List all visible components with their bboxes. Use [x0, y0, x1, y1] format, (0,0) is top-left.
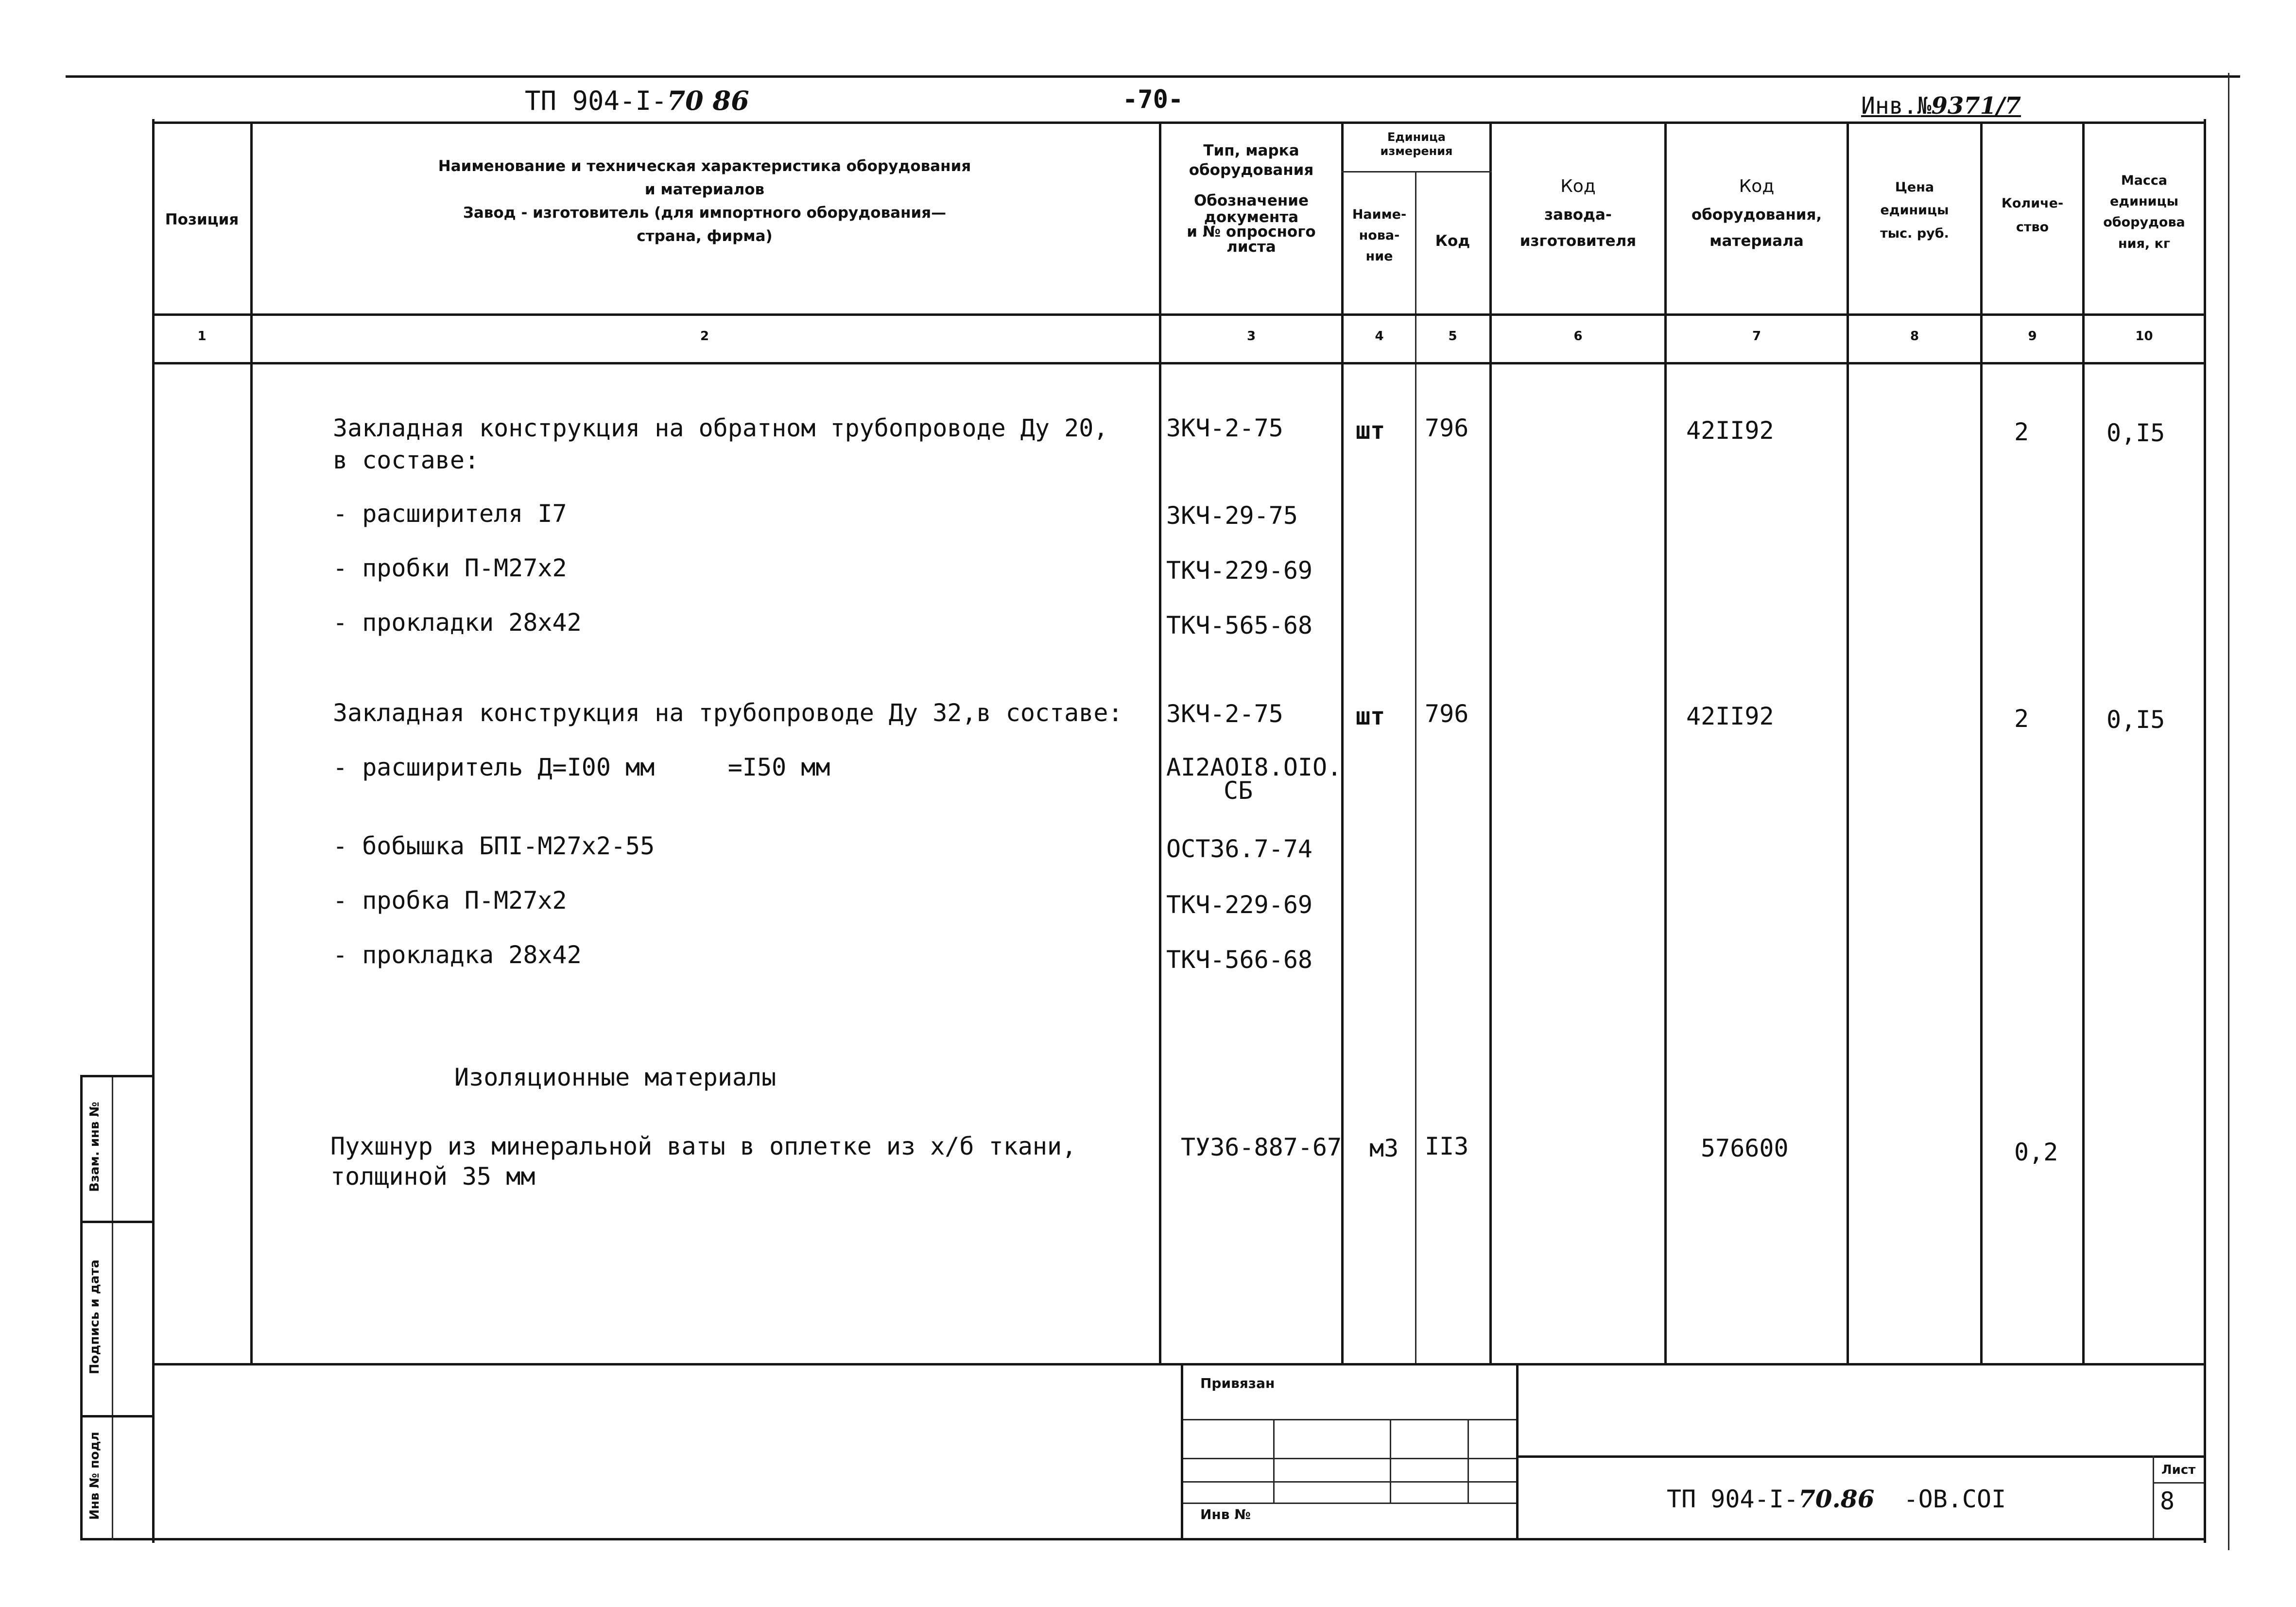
stamp-grid-col-2 — [1390, 1419, 1391, 1504]
row-10-type: ТУ36-887-67 — [1181, 1133, 1342, 1161]
side-stamp-inv-replace: Взам. инв № — [87, 1102, 102, 1192]
stamp-grid-line-1 — [1183, 1419, 1516, 1420]
col-line-9 — [2082, 121, 2085, 1365]
col-number-9: 9 — [2028, 329, 2037, 344]
side-stamp-line-inner — [112, 1076, 113, 1540]
header-position: Позиция — [165, 211, 239, 228]
row-7-name: - бобышка БПI-М27х2-55 — [333, 832, 655, 860]
header-mass: Масса единицы оборудова ния, кг — [2103, 173, 2185, 251]
header-unit-group: Единица измерения — [1380, 130, 1453, 158]
row-1-mass: 0,I5 — [2106, 419, 2165, 447]
unit-group-divider — [1341, 171, 1492, 173]
header-type: Тип, марка оборудования Обозначение документа и № опросного листа — [1187, 142, 1316, 256]
row-8-type: ТКЧ-229-69 — [1166, 891, 1313, 919]
section-heading: Изоляционные материалы — [454, 1063, 777, 1091]
stamp-sheet-number: 8 — [2160, 1487, 2175, 1515]
col-number-1: 1 — [197, 329, 207, 344]
stamp-grid-line-2 — [1183, 1458, 1516, 1459]
row-1-unit: шт — [1356, 416, 1385, 445]
col-number-6: 6 — [1573, 329, 1583, 344]
stamp-grid-line-4 — [1183, 1503, 1516, 1504]
stamp-grid-col-3 — [1467, 1419, 1469, 1504]
side-stamp-inv-orig: Инв № подл — [87, 1432, 102, 1520]
col-line-7 — [1847, 121, 1849, 1365]
row-3-name: - пробки П-М27х2 — [333, 554, 567, 582]
col-number-3: 3 — [1246, 329, 1256, 344]
row-5-quantity: 2 — [2014, 705, 2029, 733]
row-5-name: Закладная конструкция на трубопроводе Ду 32,в составе: — [333, 699, 1123, 727]
row-5-unit: шт — [1356, 702, 1385, 730]
stamp-sheet-divider — [2153, 1455, 2154, 1538]
stamp-doc-code: ТП 904-I-70.86 -ОВ.СОI — [1667, 1485, 2006, 1513]
col-number-8: 8 — [1910, 329, 1919, 344]
page-number: -70- — [1122, 85, 1184, 114]
col-line-3 — [1341, 121, 1344, 1365]
row-8-name: - пробка П-М27х2 — [333, 886, 567, 915]
row-5-type: ЗКЧ-2-75 — [1166, 700, 1283, 728]
row-6-type-line-2: СБ — [1224, 777, 1253, 805]
header-top-line — [153, 121, 2206, 124]
row-7-type: ОСТ36.7-74 — [1166, 835, 1313, 863]
top-border-line — [66, 75, 2240, 78]
row-5-material-code: 42II92 — [1686, 702, 1774, 730]
col-number-10: 10 — [2135, 329, 2153, 344]
row-4-type: ТКЧ-565-68 — [1166, 611, 1313, 639]
col-line-8 — [1980, 121, 1983, 1365]
row-6-name: - расширитель Д=I00 мм =I50 мм — [333, 753, 830, 781]
row-1-material-code: 42II92 — [1686, 416, 1774, 445]
stamp-divider-line — [1516, 1363, 1519, 1540]
row-6-type-line-1: AI2AOI8.OIO. — [1166, 753, 1342, 781]
inventory-number: Инв.№9371/7 — [1861, 92, 2021, 120]
col-line-1 — [250, 121, 253, 1365]
row-4-name: - прокладки 28х42 — [333, 608, 582, 637]
stamp-grid-col-1 — [1273, 1419, 1275, 1504]
stamp-sheet-label: Лист — [2161, 1463, 2196, 1477]
row-10-unit: м3 — [1369, 1134, 1399, 1162]
row-3-type: ТКЧ-229-69 — [1166, 556, 1313, 585]
stamp-grid-line-3 — [1183, 1481, 1516, 1483]
header-unit-code: Код — [1435, 232, 1470, 250]
row-1-name-line-1: Закладная конструкция на обратном трубопроводе Ду 20, — [333, 414, 1108, 442]
col-number-7: 7 — [1752, 329, 1761, 344]
page-header-doc-code: ТП 904-I-70 86 — [525, 85, 749, 116]
row-9-name: - прокладка 28х42 — [333, 941, 582, 969]
col-number-2: 2 — [700, 329, 709, 344]
stamp-inv-label: Инв № — [1200, 1506, 1251, 1522]
header-unit-name: Наиме- нова- ние — [1352, 207, 1407, 264]
row-10-unit-code: II3 — [1425, 1132, 1469, 1160]
header-material-code: Код оборудования, материала — [1691, 176, 1822, 250]
row-10-name-line-1: Пухшнур из минеральной ваты в оплетке из х/б ткани, — [330, 1132, 1077, 1160]
col-line-5 — [1489, 121, 1492, 1365]
table-bottom-line — [153, 1363, 2206, 1365]
stamp-attached-label: Привязан — [1200, 1375, 1275, 1391]
row-2-type: ЗКЧ-29-75 — [1166, 501, 1298, 530]
row-1-type: ЗКЧ-2-75 — [1166, 414, 1283, 442]
side-stamp-sign-date: Подпись и дата — [87, 1259, 102, 1375]
sheet-edge-line — [2228, 73, 2229, 1550]
row-2-name: - расширителя I7 — [333, 500, 567, 528]
stamp-left-line — [1181, 1363, 1183, 1540]
header-name: Наименование и техническая характеристика оборудования и материалов Завод - изготовитель (для импортного оборудования— страна, фирма) — [438, 157, 971, 245]
row-10-material-code: 576600 — [1701, 1134, 1789, 1162]
col-line-2 — [1159, 121, 1161, 1365]
header-factory-code: Код завода- изготовителя — [1519, 176, 1637, 250]
row-9-type: ТКЧ-566-68 — [1166, 946, 1313, 974]
header-bottom-line — [153, 313, 2206, 316]
row-10-quantity: 0,2 — [2014, 1138, 2058, 1166]
header-price: Цена единицы тыс. руб. — [1880, 180, 1949, 241]
row-1-unit-code: 796 — [1425, 414, 1469, 442]
row-5-unit-code: 796 — [1425, 700, 1469, 728]
numbers-bottom-line — [153, 362, 2206, 364]
col-number-5: 5 — [1448, 329, 1457, 344]
row-1-name-line-2: в составе: — [333, 446, 480, 474]
stamp-sheet-line — [2153, 1482, 2204, 1484]
frame-right-line — [2204, 119, 2206, 1543]
col-line-4 — [1415, 173, 1416, 1365]
col-line-6 — [1664, 121, 1667, 1365]
row-1-quantity: 2 — [2014, 418, 2029, 446]
header-quantity: Количе- ство — [2001, 196, 2064, 235]
row-5-mass: 0,I5 — [2106, 706, 2165, 734]
side-stamp-line-outer — [80, 1076, 83, 1540]
col-number-4: 4 — [1375, 329, 1384, 344]
frame-bottom-line — [80, 1538, 2206, 1540]
row-10-name-line-2: толщиной 35 мм — [330, 1162, 535, 1191]
stamp-code-top-line — [1516, 1455, 2206, 1458]
